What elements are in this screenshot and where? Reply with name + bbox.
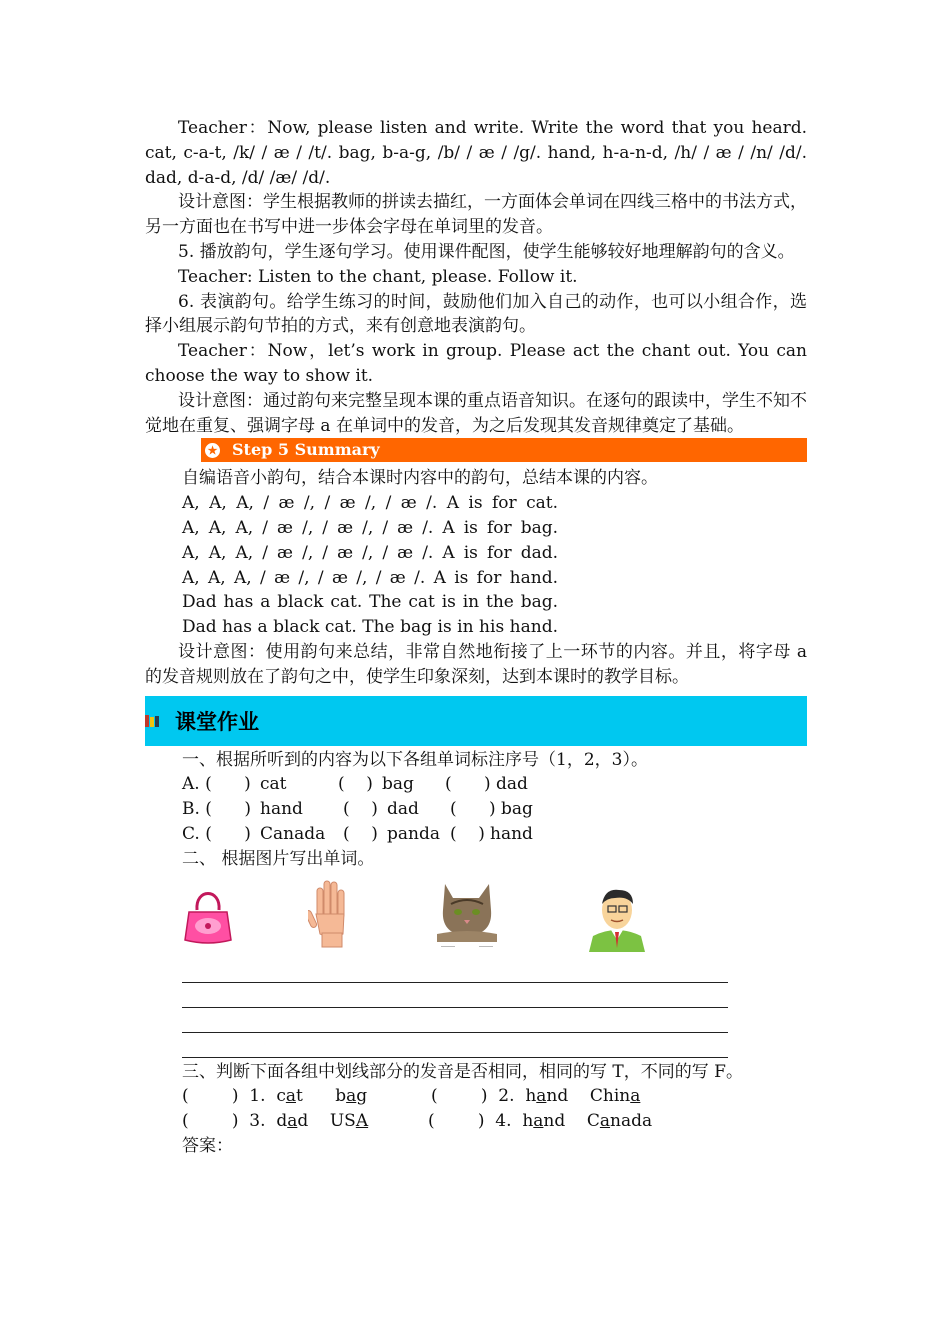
answer-line xyxy=(182,1033,728,1058)
chant-line: A, A, A, / æ /, / æ /, / æ /. A is for bag. xyxy=(182,517,558,538)
question-3-item xyxy=(428,1109,652,1134)
star-icon: ★ xyxy=(205,443,220,458)
word: hand xyxy=(490,823,533,844)
dad-picture xyxy=(585,884,649,952)
design-intent-2: 设计意图：通过韵句来完整呈现本课的重点语音知识。在逐句的跟读中，学生不知不觉地在重复、强调字母 a 在单词中的发音，为之后发现其发音规律奠定了基础。 xyxy=(145,390,807,436)
item-text: ( ) 3. d xyxy=(182,1111,288,1132)
answer-blank: ( ) xyxy=(343,823,378,844)
word: dad xyxy=(387,799,419,820)
word: Canada xyxy=(260,823,326,844)
question-3-item xyxy=(431,1084,640,1109)
question-3-item xyxy=(182,1084,431,1109)
question-2-title: 二、 根据图片写出单词。 xyxy=(182,848,375,869)
teacher-instruction-1: Teacher：Now, please listen and write. Write the word that you heard. cat, c-a-t, /k/ / æ / /t/. bag, b-a-g, /b/ / æ / /g/. hand, h-a-n-d, /h/ / æ / /n/ /d/. dad, d-a-d, /d/ /æ/ /d/. xyxy=(145,118,807,188)
question-3-row xyxy=(145,1109,807,1134)
chant-line: A, A, A, / æ /, / æ /, / æ /. A is for hand. xyxy=(182,567,558,588)
question-3-row xyxy=(145,1084,807,1109)
hand-picture xyxy=(308,878,352,948)
item-text: nada xyxy=(610,1111,653,1132)
answer-blank: ( ) xyxy=(338,774,373,795)
underlined-letter: a xyxy=(285,1086,296,1107)
step-5-summary-title: Step 5 Summary xyxy=(232,440,380,460)
word: panda xyxy=(387,823,440,844)
answer-blank: ( ) xyxy=(450,823,485,844)
homework-title: 课堂作业 xyxy=(175,709,259,734)
summary-chant xyxy=(145,491,558,640)
word: bag xyxy=(501,799,533,820)
underlined-letter: A xyxy=(355,1111,369,1132)
item-text: ( ) 4. h xyxy=(428,1111,534,1132)
word: hand xyxy=(260,799,303,820)
answer-lines xyxy=(145,958,807,1058)
teacher-instruction-3: Teacher：Now，let’s work in group. Please act the chant out. You can choose the way to show it. xyxy=(145,341,807,386)
step-6-act-chant: 6. 表演韵句。给学生练习的时间，鼓励他们加入自己的动作，也可以小组合作，选择小组展示韵句节拍的方式，来有创意地表演韵句。 xyxy=(145,291,807,337)
step-5-play-chant: 5. 播放韵句，学生逐句学习。使用课件配图，使学生能够较好地理解韵句的含义。 xyxy=(178,241,795,262)
summary-intro: 自编语音小韵句，结合本课时内容中的韵句，总结本课的内容。 xyxy=(182,468,658,489)
question-1-row xyxy=(145,772,807,797)
answer-line xyxy=(182,983,728,1008)
row-label: C. ( ) xyxy=(182,823,251,844)
item-text: ( ) 1. c xyxy=(182,1086,286,1107)
question-3-item xyxy=(182,1109,428,1134)
item-text: t b xyxy=(296,1086,347,1107)
design-intent-1: 设计意图：学生根据教师的拼读去描红，一方面体会单词在四线三格中的书法方式，另一方面也在书写中进一步体会字母在单词里的发音。 xyxy=(145,192,807,238)
question-1-options xyxy=(145,772,807,846)
question-3-items xyxy=(145,1084,807,1134)
question-1-row xyxy=(145,797,807,822)
row-label: A. ( ) xyxy=(182,774,251,795)
answer-line xyxy=(182,958,728,983)
word: bag xyxy=(382,774,414,795)
word: cat xyxy=(260,774,287,795)
item-text: g xyxy=(356,1086,368,1107)
underlined-letter: a xyxy=(346,1086,357,1107)
underlined-letter: a xyxy=(287,1111,298,1132)
design-intent-3: 设计意图：使用韵句来总结，非常自然地衔接了上一环节的内容。并且，将字母 a 的发音规则放在了韵句之中，使学生印象深刻，达到本课时的教学目标。 xyxy=(145,641,807,687)
word: dad xyxy=(496,774,528,795)
question-2-pictures xyxy=(145,878,807,958)
underlined-letter: a xyxy=(599,1111,611,1132)
answer-label: 答案： xyxy=(182,1135,233,1156)
bag-picture xyxy=(183,882,233,946)
item-text: nd C xyxy=(543,1111,600,1132)
item-text: ( ) 2. h xyxy=(431,1086,537,1107)
chant-line: Dad has a black cat. The bag is in his hand. xyxy=(182,617,558,638)
teacher-instruction-2: Teacher: Listen to the chant, please. Follow it. xyxy=(178,266,578,287)
answer-line xyxy=(182,1008,728,1033)
step-5-summary-header xyxy=(201,438,807,462)
cat-picture xyxy=(433,876,501,950)
homework-header xyxy=(145,696,807,746)
chant-line: A, A, A, / æ /, / æ /, / æ /. A is for dad. xyxy=(182,542,558,563)
underlined-letter: a xyxy=(536,1086,547,1107)
answer-blank: ( ) xyxy=(343,799,378,820)
underlined-letter: a xyxy=(630,1086,641,1107)
item-text: nd Chin xyxy=(546,1086,631,1107)
chant-line: A, A, A, / æ /, / æ /, / æ /. A is for cat. xyxy=(182,493,558,514)
question-1-title: 一、根据所听到的内容为以下各组单词标注序号（1，2，3）。 xyxy=(182,749,648,770)
underlined-letter: a xyxy=(533,1111,544,1132)
item-text: d US xyxy=(297,1111,356,1132)
chant-line: Dad has a black cat. The cat is in the bag. xyxy=(182,592,558,613)
question-3-title: 三、判断下面各组中划线部分的发音是否相同，相同的写 T，不同的写 F。 xyxy=(182,1061,743,1082)
answer-blank: ( ) xyxy=(445,774,491,795)
question-1-row xyxy=(145,822,807,847)
document-page xyxy=(145,116,807,1159)
answer-blank: ( ) xyxy=(450,799,496,820)
books-icon xyxy=(145,715,159,727)
row-label: B. ( ) xyxy=(182,799,251,820)
